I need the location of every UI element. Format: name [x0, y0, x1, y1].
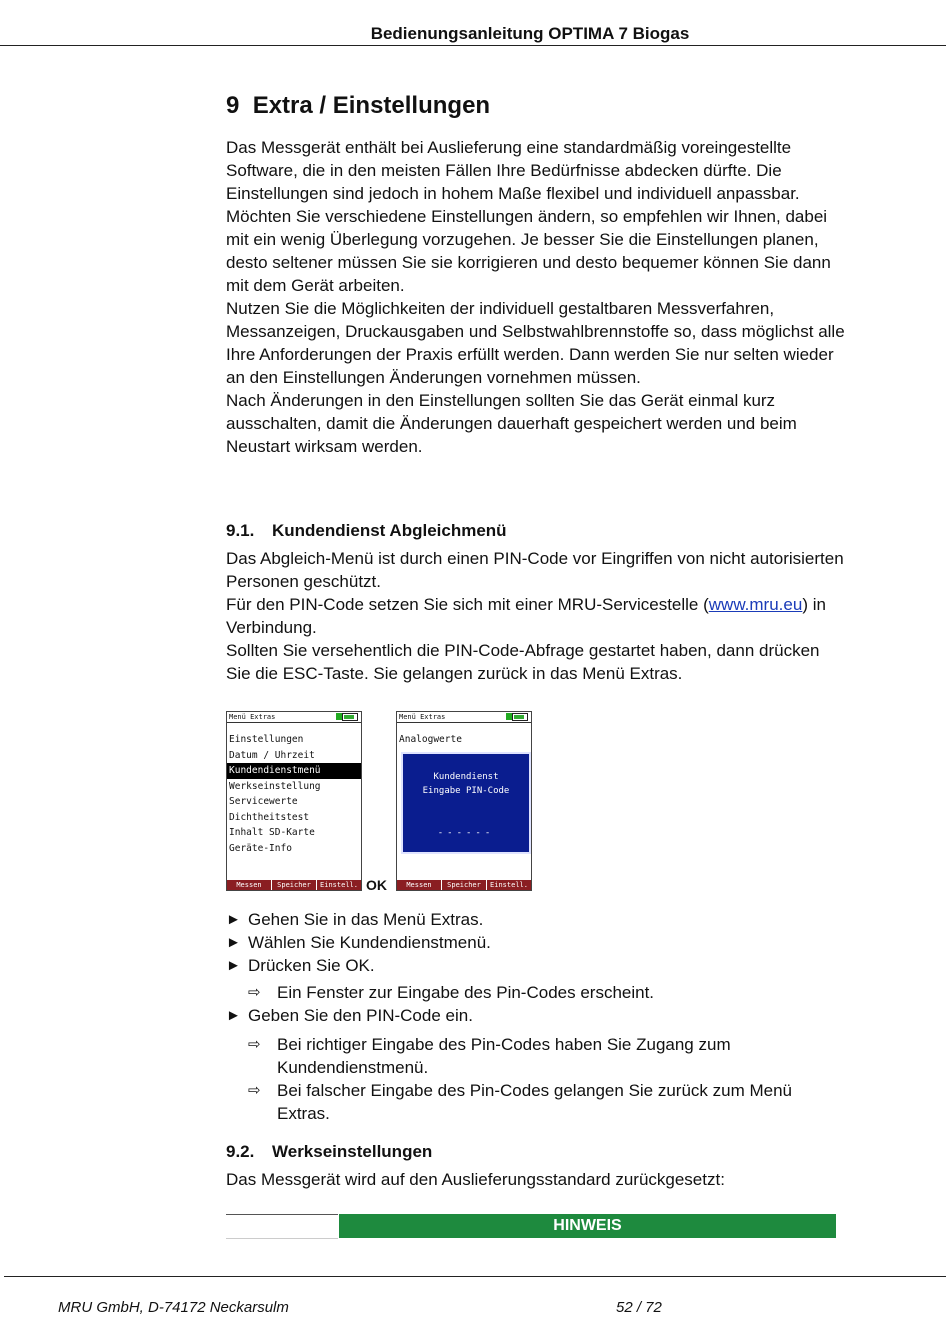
- menu-item-geraete-info[interactable]: Geräte-Info: [229, 842, 292, 854]
- menu-item-kundendienstmenue[interactable]: Kundendienstmenü: [227, 763, 361, 779]
- pin-code-dialog[interactable]: [401, 752, 531, 854]
- result-text: Bei richtiger Eingabe des Pin-Codes haben Sie Zugang zum Kundendienstmenü.: [277, 1035, 731, 1077]
- section-heading-9-1: [226, 521, 507, 541]
- mru-website-link[interactable]: www.mru.eu: [708, 595, 803, 614]
- menu-item-dichtheitstest[interactable]: Dichtheitstest: [229, 811, 310, 823]
- chapter-intro: [226, 136, 846, 458]
- hollow-arrow-icon: ⇨: [248, 1082, 261, 1099]
- section-9-2-body: [226, 1168, 846, 1191]
- arrow-right-icon: ►: [226, 934, 241, 951]
- section-number: 9.1.: [226, 521, 255, 540]
- section-9-1-body: [226, 547, 846, 685]
- hollow-arrow-icon: ⇨: [248, 1036, 261, 1053]
- body-paragraph: [226, 593, 846, 639]
- section-title: Werkseinstellungen: [272, 1142, 433, 1161]
- dialog-subtitle: Eingabe PIN-Code: [422, 786, 510, 796]
- footer-company: MRU GmbH, D-74172 Neckarsulm: [58, 1299, 289, 1316]
- section-number: 9.2.: [226, 1142, 255, 1161]
- battery-icon: [512, 713, 528, 721]
- softkey-bar: [227, 880, 361, 890]
- softkey-bar: [397, 880, 531, 890]
- arrow-right-icon: ►: [226, 957, 241, 974]
- arrow-right-icon: ►: [226, 911, 241, 928]
- result-item: [226, 1079, 846, 1125]
- result-text: Bei falscher Eingabe des Pin-Codes gelangen Sie zurück zum Menü Extras.: [277, 1081, 793, 1123]
- menu-item-werkseinstellung[interactable]: Werkseinstellung: [229, 780, 321, 792]
- menu-list: [397, 732, 531, 748]
- notice-banner: HINWEIS: [339, 1214, 836, 1238]
- result-item: [226, 981, 846, 1004]
- ok-key-label: OK: [366, 877, 387, 893]
- step-text: Gehen Sie in das Menü Extras.: [248, 910, 484, 929]
- footer-page-number: 52 / 72: [616, 1299, 662, 1316]
- intro-paragraph: Das Messgerät enthält bei Auslieferung eine standardmäßig voreingestellte Software, die in den meisten Fällen Ihre Bedürfnisse abdecken dürfte. Die Einstellungen sind jedoch in hohem Maße flexibel und individuell anpassbar.: [226, 138, 800, 203]
- header-divider: [0, 45, 946, 46]
- section-title: Kundendienst Abgleichmenü: [272, 521, 507, 540]
- menu-item-datum-uhrzeit[interactable]: Datum / Uhrzeit: [229, 749, 315, 761]
- softkey-messen[interactable]: Messen: [406, 881, 432, 889]
- step-item: [226, 954, 846, 977]
- chapter-number: 9: [226, 92, 240, 119]
- menu-item-servicewerte[interactable]: Servicewerte: [229, 796, 298, 807]
- text-span: Für den PIN-Code setzen Sie sich mit einer MRU-Servicestelle (: [226, 595, 709, 614]
- intro-paragraph: Möchten Sie verschiedene Einstellungen ändern, so empfehlen wir Ihnen, dabei mit ein wenig Überlegung vorzugehen. Je besser Sie die Einstellungen planen, desto seltener müssen Sie sie korrigieren und desto bequemer können Sie dann mit dem Gerät arbeiten.: [226, 207, 831, 295]
- softkey-messen[interactable]: Messen: [236, 881, 262, 889]
- body-paragraph: Das Messgerät wird auf den Auslieferungsstandard zurückgesetzt:: [226, 1170, 725, 1189]
- result-item: [226, 1033, 846, 1079]
- footer-divider: [4, 1276, 946, 1277]
- battery-icon: [342, 713, 358, 721]
- pin-input-field[interactable]: ------: [437, 828, 495, 838]
- device-screen-pin-entry: [396, 711, 532, 891]
- softkey-einstell[interactable]: Einstell.: [316, 880, 361, 890]
- screen-title-bar: [397, 712, 531, 723]
- menu-item-einstellungen[interactable]: Einstellungen: [229, 734, 304, 745]
- body-paragraph: Das Abgleich-Menü ist durch einen PIN-Code vor Eingriffen von nicht autorisierten Personen geschützt.: [226, 549, 844, 591]
- menu-list: [227, 732, 361, 856]
- softkey-speicher[interactable]: Speicher: [441, 880, 486, 890]
- intro-paragraph: Nutzen Sie die Möglichkeiten der individuell gestaltbaren Messverfahren, Messanzeigen, Druckausgaben und Selbstwahlbrennstoffe so, dass möglichst alle Ihre Anforderungen der Praxis erfüllt werden. Dann werden Sie nur selten wieder an den Einstellungen Änderungen vornehmen müssen.: [226, 299, 845, 387]
- step-item: [226, 908, 846, 931]
- dialog-title: Kundendienst: [433, 772, 499, 782]
- screen-title-bar: [227, 712, 361, 723]
- chapter-title: Extra / Einstellungen: [252, 92, 491, 119]
- step-text: Geben Sie den PIN-Code ein.: [248, 1006, 473, 1025]
- menu-item-inhalt-sd-karte[interactable]: Inhalt SD-Karte: [229, 827, 315, 838]
- menu-item-analogwerte[interactable]: Analogwerte: [399, 734, 462, 745]
- instruction-steps: [226, 908, 846, 1125]
- screen-title: Menü Extras: [229, 713, 276, 721]
- step-item: [226, 931, 846, 954]
- device-screen-menu-extras: [226, 711, 362, 891]
- softkey-einstell[interactable]: Einstell.: [486, 880, 531, 890]
- hollow-arrow-icon: ⇨: [248, 984, 261, 1001]
- text-span: ) in Verbindung.: [226, 595, 826, 637]
- step-text: Drücken Sie OK.: [248, 956, 375, 975]
- step-item: [226, 1004, 846, 1027]
- header-title: Bedienungsanleitung OPTIMA 7 Biogas: [370, 24, 690, 43]
- notice-label-cell: [226, 1214, 338, 1239]
- screen-title: Menü Extras: [399, 713, 446, 721]
- result-text: Ein Fenster zur Eingabe des Pin-Codes erscheint.: [277, 983, 655, 1002]
- body-paragraph: Sollten Sie versehentlich die PIN-Code-Abfrage gestartet haben, dann drücken Sie die ESC-Taste. Sie gelangen zurück in das Menü Extras.: [226, 641, 820, 683]
- softkey-speicher[interactable]: Speicher: [271, 880, 316, 890]
- step-text: Wählen Sie Kundendienstmenü.: [248, 933, 491, 952]
- intro-paragraph: Nach Änderungen in den Einstellungen sollten Sie das Gerät einmal kurz ausschalten, damit die Änderungen dauerhaft gespeichert werden und beim Neustart wirksam werden.: [226, 391, 797, 456]
- section-heading-9-2: [226, 1142, 432, 1162]
- chapter-heading: [226, 92, 490, 120]
- arrow-right-icon: ►: [226, 1007, 241, 1024]
